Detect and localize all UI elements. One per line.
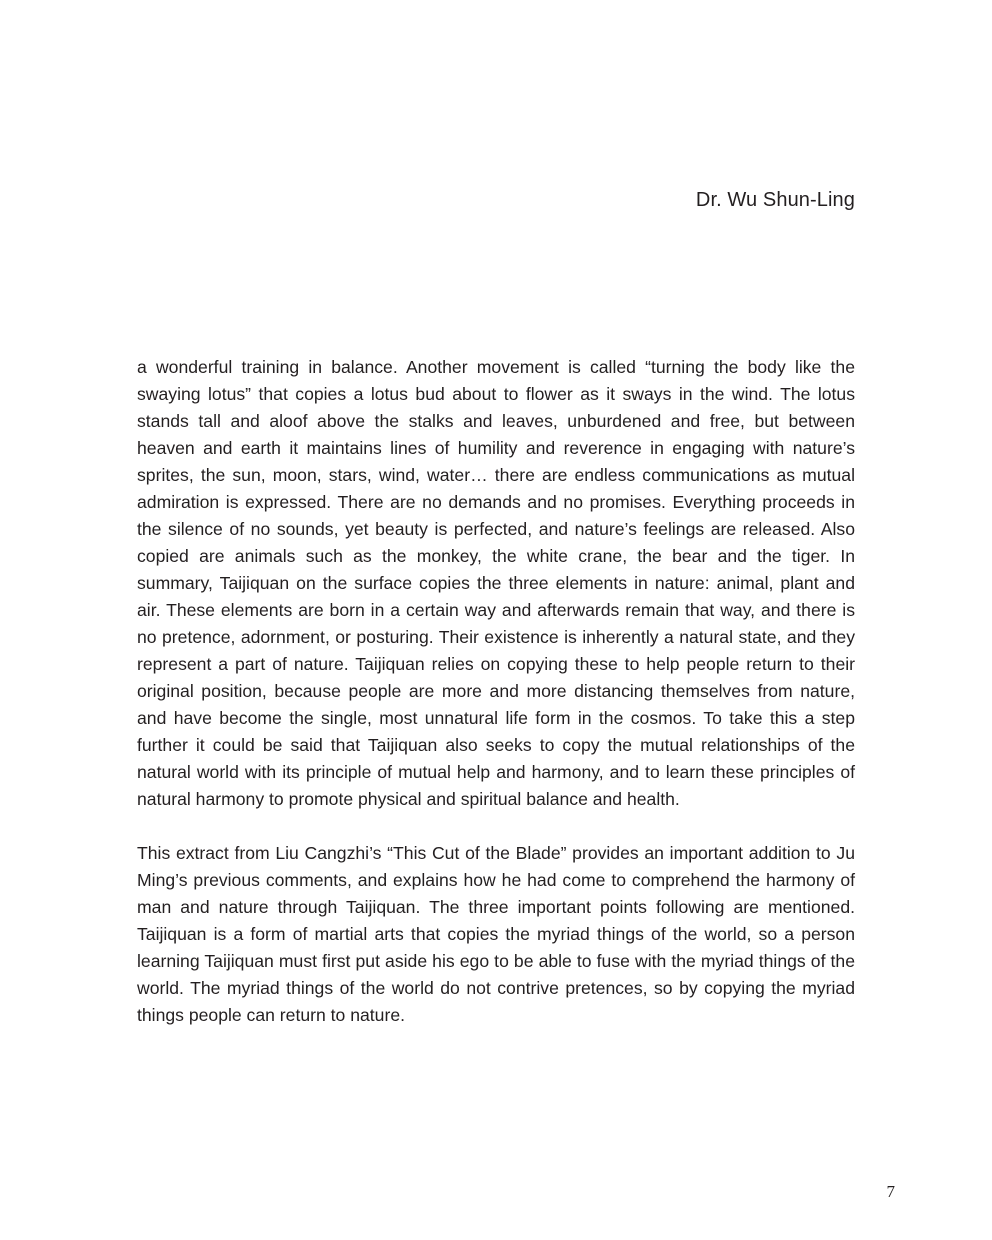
page-number: 7 — [886, 1182, 895, 1201]
paragraph-1: a wonderful training in balance. Another movement is called “turning the body like the swaying lotus” that copies a lotus bud about to flower as it sways in the wind. The lotus stands tall and aloof above the stalks and leaves, unburdened and free, but between heaven and earth it maintains lines of humility and reverence in engaging with nature’s sprites, the sun, moon, stars, wind, water… there are endless communications as mutual admiration is expressed. There are no demands and no promises. Everything proceeds in the silence of no sounds, yet beauty is perfected, and nature’s feelings are released. Also copied are animals such as the monkey, the white crane, the bear and the tiger. In summary, Taijiquan on the surface copies the three elements in nature: animal, plant and air. These elements are born in a certain way and afterwards remain that way, and there is no pretence, adornment, or posturing. Their existence is inherently a natural state, and they represent a part of nature. Taijiquan relies on copying these to help people return to their original position, because people are more and more distancing themselves from nature, and have become the single, most unnatural life form in the cosmos. To take this a step further it could be said that Taijiquan also seeks to copy the mutual relationships of the natural world with its principle of mutual help and harmony, and to learn these principles of natural harmony to promote physical and spiritual balance and health. — [137, 357, 855, 809]
paragraph-2: This extract from Liu Cangzhi’s “This Cut of the Blade” provides an important addition to Ju Ming’s previous comments, and explains how he had come to comprehend the harmony of man and nature through Taijiquan. The three important points following are mentioned. Taijiquan is a form of martial arts that copies the myriad things of the world, so a person learning Taijiquan must first put aside his ego to be able to fuse with the myriad things of the world. The myriad things of the world do not contrive pretences, so by copying the myriad things people can return to nature. — [137, 843, 855, 1025]
body-text — [137, 354, 855, 1029]
author-name: Dr. Wu Shun-Ling — [695, 189, 855, 211]
